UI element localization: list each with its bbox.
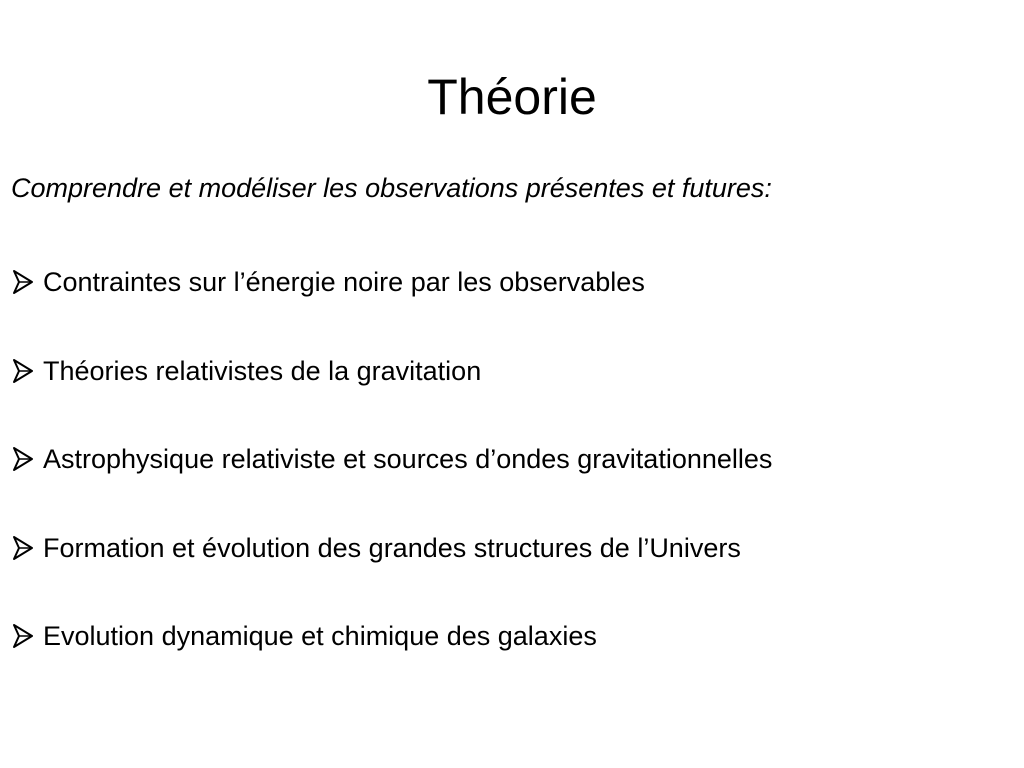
bullet-list <box>11 262 1016 705</box>
arrowhead-bullet-icon <box>11 269 43 295</box>
arrowhead-bullet-icon <box>11 446 43 472</box>
list-item <box>11 616 1016 656</box>
bullet-text: Théories relativistes de la gravitation <box>43 355 482 386</box>
bullet-text: Evolution dynamique et chimique des galaxies <box>43 621 597 651</box>
slide-subtitle: Comprendre et modéliser les observations présentes et futures: <box>11 173 772 203</box>
list-item <box>11 351 1016 391</box>
list-item <box>11 262 1016 302</box>
bullet-text: Formation et évolution des grandes structures de l’Univers <box>43 532 741 563</box>
slide-title: Théorie <box>427 69 597 125</box>
arrowhead-bullet-icon <box>11 535 43 561</box>
arrowhead-bullet-icon <box>11 623 43 649</box>
bullet-text: Astrophysique relativiste et sources d’ondes gravitationnelles <box>43 444 773 474</box>
bullet-text: Contraintes sur l’énergie noire par les observables <box>43 267 645 297</box>
list-item <box>11 528 1016 568</box>
list-item <box>11 439 1016 479</box>
arrowhead-bullet-icon <box>11 358 43 384</box>
